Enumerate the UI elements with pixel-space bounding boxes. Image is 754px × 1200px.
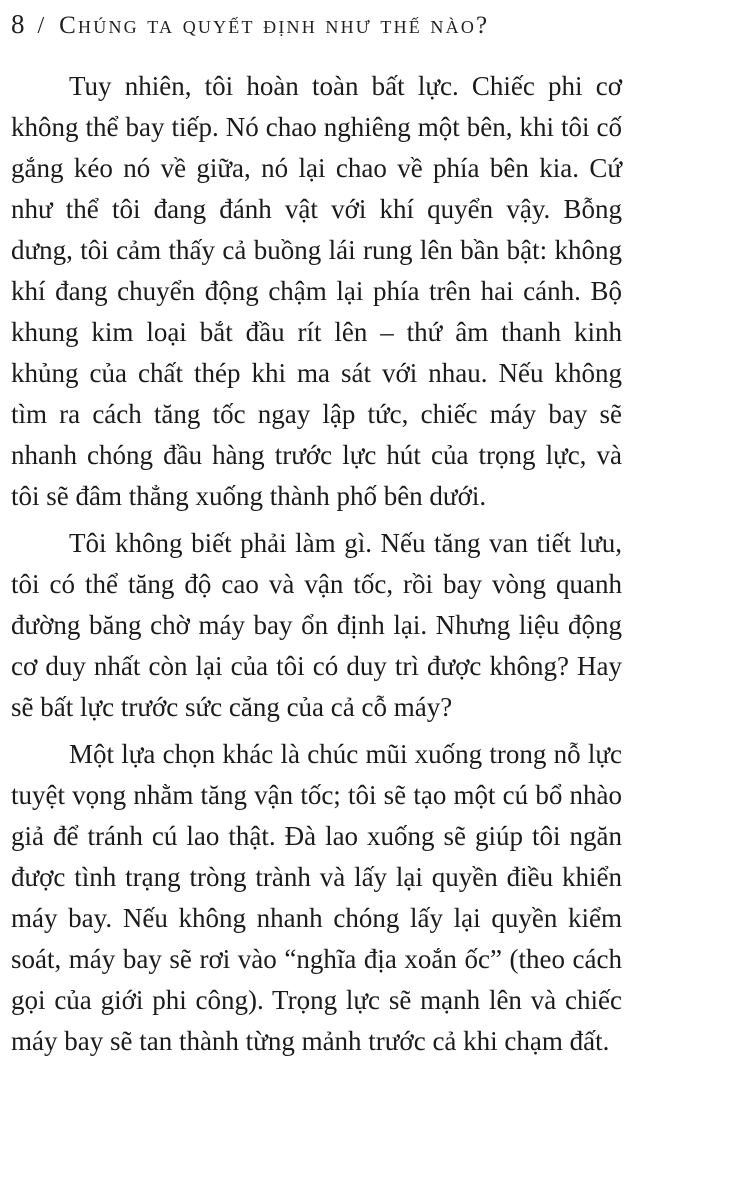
paragraph: Một lựa chọn khác là chúc mũi xuống trong nỗ lực tuyệt vọng nhằm tăng vận tốc; tôi sẽ tạo một cú bổ nhào giả để tránh cú lao thật. Đà lao xuống sẽ giúp tôi ngăn được tình trạng tròng trành và lấy lại quyền điều khiển máy bay. Nếu không nhanh chóng lấy lại quyền kiểm soát, máy bay sẽ rơi vào “nghĩa địa xoắn ốc” (theo cách gọi của giới phi công). Trọng lực sẽ mạnh lên và chiếc máy bay sẽ tan thành từng mảnh trước cả khi chạm đất. (11, 739, 622, 1056)
header-separator: / (37, 13, 45, 39)
page-number: 8 (11, 9, 25, 39)
chapter-title: Chúng ta quyết định như thế nào? (59, 12, 490, 39)
paragraph: Tôi không biết phải làm gì. Nếu tăng van tiết lưu, tôi có thể tăng độ cao và vận tốc, rồi bay vòng quanh đường băng chờ máy bay ổn định lại. Nhưng liệu động cơ duy nhất còn lại của tôi có duy trì được không? Hay sẽ bất lực trước sức căng của cả cỗ máy? (11, 528, 622, 722)
page-header (11, 9, 622, 41)
page-body (11, 66, 622, 1062)
paragraph: Tuy nhiên, tôi hoàn toàn bất lực. Chiếc phi cơ không thể bay tiếp. Nó chao nghiêng một bên, khi tôi cố gắng kéo nó về giữa, nó lại chao về phía bên kia. Cứ như thể tôi đang đánh vật với khí quyển vậy. Bỗng dưng, tôi cảm thấy cả buồng lái rung lên bần bật: không khí đang chuyển động chậm lại phía trên hai cánh. Bộ khung kim loại bắt đầu rít lên – thứ âm thanh kinh khủng của chất thép khi ma sát với nhau. Nếu không tìm ra cách tăng tốc ngay lập tức, chiếc máy bay sẽ nhanh chóng đầu hàng trước lực hút của trọng lực, và tôi sẽ đâm thẳng xuống thành phố bên dưới. (11, 71, 622, 511)
